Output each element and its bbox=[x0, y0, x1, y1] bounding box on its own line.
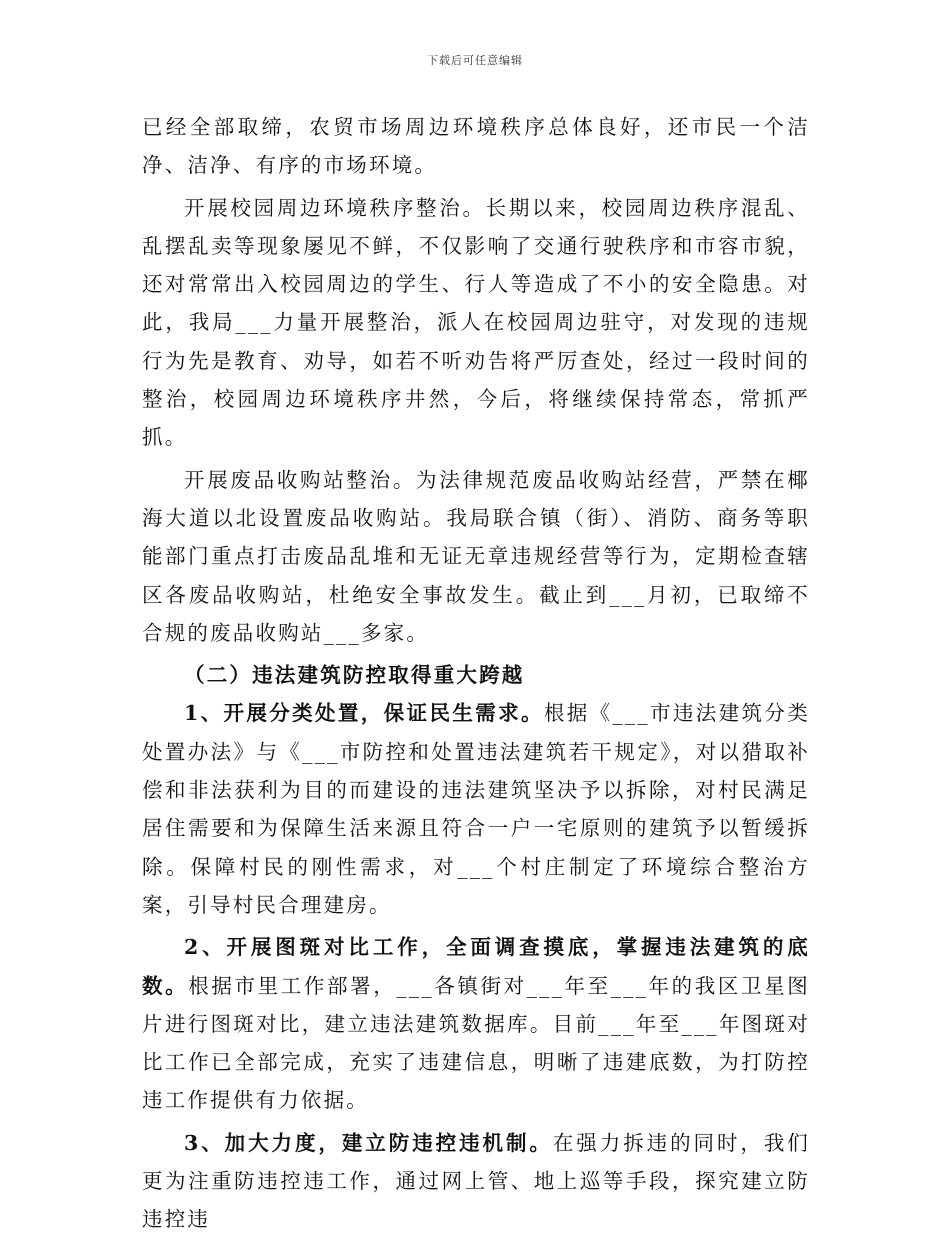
paragraph-3: 开展废品收购站整治。为法律规范废品收购站经营，严禁在椰海大道以北设置废品收购站。我局联合镇（街）、消防、商务等职能部门重点打击废品乱堆和无证无章违规经营等行为，定期检查辖区各废品收购站，杜绝安全事故发生。截止到___月初，已取缔不合规的废品收购站___多家。 bbox=[142, 467, 810, 645]
paragraph-5 bbox=[142, 928, 810, 1119]
paragraph-2: 开展校园周边环境秩序整治。长期以来，校园周边秩序混乱、乱摆乱卖等现象屡见不鲜，不仅影响了交通行驶秩序和市容市貌，还对常常出入校园周边的学生、行人等造成了不小的安全隐患。对此，我局___力量开展整治，派人在校园周边驻守，对发现的违规行为先是教育、劝导，如若不听劝告将严厉查处，经过一段时间的整治，校园周边环境秩序井然，今后，将继续保持常态，常抓严抓。 bbox=[142, 195, 810, 450]
paragraph-6-lead: 3、加大力度，建立防违控违机制。 bbox=[184, 1130, 553, 1155]
paragraph-6 bbox=[142, 1124, 810, 1239]
paragraph-6-text: 在强力拆违的同时，我们更为注重防违控违工作，通过网上管、地上巡等手段，探究建立防违控违 bbox=[142, 1130, 810, 1232]
document-body bbox=[142, 108, 810, 1239]
paragraph-4-lead: 1、开展分类处置，保证民生需求。 bbox=[184, 701, 544, 726]
section-heading: （二）违法建筑防控取得重大跨越 bbox=[184, 663, 525, 688]
paragraph-1: 已经全部取缔，农贸市场周边环境秩序总体良好，还市民一个洁净、洁净、有序的市场环境。 bbox=[142, 115, 810, 178]
paragraph-4 bbox=[142, 694, 810, 924]
paragraph-5-lead: 2、开展图斑对比工作，全面调查摸底，掌握违法建筑的底数。 bbox=[142, 935, 810, 998]
paragraph-4-text: 根据《___市违法建筑分类处置办法》与《___市防控和处置违法建筑若干规定》，对以猎取补偿和非法获利为目的而建设的违法建筑坚决予以拆除，对村民满足居住需要和为保障生活来源且符合一户一宅原则的建筑予以暂缓拆除。保障村民的刚性需求，对___个村庄制定了环境综合整治方案，引导村民合理建房。 bbox=[142, 701, 810, 917]
page-header: 下载后可任意编辑 bbox=[427, 54, 523, 67]
paragraph-5-text: 根据市里工作部署，___各镇街对___年至___年的我区卫星图片进行图斑对比，建立违法建筑数据库。目前___年至___年图斑对比工作已全部完成，充实了违建信息，明晰了违建底数，为打防控违工作提供有力依据。 bbox=[142, 973, 810, 1113]
